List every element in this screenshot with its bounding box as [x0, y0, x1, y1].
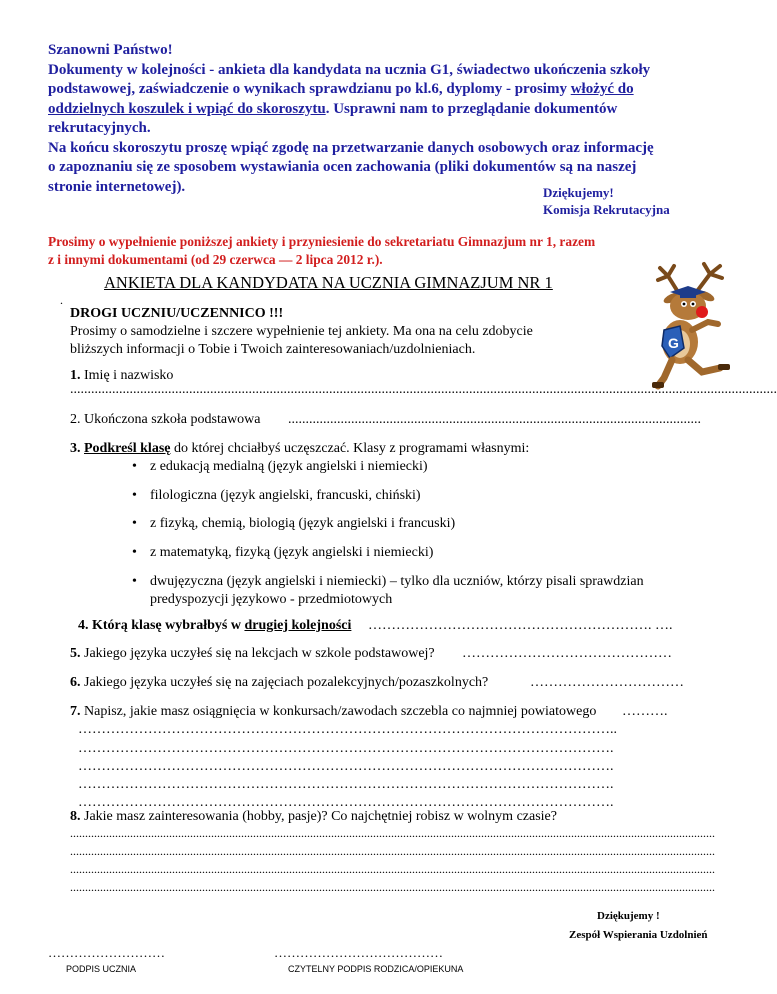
intro-line: stronie internetowej).: [48, 178, 186, 195]
intro-block: [48, 41, 738, 197]
intro-line: podstawowej, zaświadczenie o wynikach sprawdzianu po kl.6, dyplomy - prosimy włożyć do: [48, 81, 634, 97]
answer-line-q8[interactable]: .......................................................................................................................................................................................................................: [70, 880, 715, 894]
answer-line-q8[interactable]: .......................................................................................................................................................................................................................: [70, 844, 715, 858]
answer-line-q7[interactable]: ……………………………………………………………………………………………………..: [78, 722, 617, 737]
lead-line: Prosimy o samodzielne i szczere wypełnienie tej ankiety. Ma ona na celu zdobycie: [70, 324, 533, 339]
question-6: 6. Jakiego języka uczyłeś się na zajęciach pozalekcyjnych/pozaszkolnych?: [70, 675, 489, 690]
page-title: ANKIETA DLA KANDYDATA NA UCZNIA GIMNAZJUM NR 1: [104, 273, 553, 292]
answer-line-q8[interactable]: .......................................................................................................................................................................................................................: [70, 826, 715, 840]
signature-line-parent[interactable]: …………………………………: [274, 945, 443, 960]
question-5: 5. Jakiego języka uczyłeś się na lekcjach w szkole podstawowej?: [70, 646, 435, 661]
answer-line-q7[interactable]: ……….: [622, 704, 668, 719]
class-option-math[interactable]: • z matematyką, fizyką (język angielski i niemiecki): [150, 544, 433, 562]
answer-line-q7[interactable]: …………………………………………………………………………………………………….: [78, 759, 614, 774]
class-option-science[interactable]: • z fizyką, chemią, biologią (język angielski i francuski): [150, 515, 455, 533]
stray-dot: .: [60, 293, 63, 307]
question-2: 2. Ukończona szkoła podstawowa: [70, 412, 261, 427]
intro-line: Dokumenty w kolejności - ankieta dla kandydata na ucznia G1, świadectwo ukończenia szkoły: [48, 61, 651, 78]
answer-line-q7[interactable]: …………………………………………………………………………………………………….: [78, 777, 614, 792]
answer-line-q2[interactable]: ......................................................................................................................: [288, 412, 701, 427]
footer-thanks: Dziękujemy !: [597, 910, 660, 922]
question-4: 4. Którą klasę wybrałbyś w drugiej kolejności: [78, 618, 352, 633]
answer-line-q8[interactable]: .......................................................................................................................................................................................................................: [70, 862, 715, 876]
greeting: Szanowni Państwo!: [48, 42, 173, 58]
answer-line-q1[interactable]: ..........................................................................................................................................................................................................: [70, 382, 777, 397]
answer-line-q6[interactable]: ……………………………: [530, 675, 684, 690]
intro-line: oddzielnych koszulek i wpiąć do skoroszytu. Usprawni nam to przeglądanie dokumentów: [48, 100, 618, 117]
intro-thanks: Dziękujemy! Komisja Rekrutacyjna: [543, 185, 670, 217]
answer-line-q4[interactable]: ……………………………………………………. ….: [368, 618, 673, 633]
reindeer-mascot-icon: [640, 262, 744, 390]
answer-line-q7[interactable]: …………………………………………………………………………………………………….: [78, 741, 614, 756]
class-option-bilingual-cont: predyspozycji językowo - przedmiotowych: [150, 592, 393, 607]
intro-line: o zapoznaniu się ze sposobem wystawiania ocen zachowania (pliki dokumentów są na naszej: [48, 159, 637, 175]
question-8: 8. Jakie masz zainteresowania (hobby, pasje)? Co najchętniej robisz w wolnym czasie?: [70, 809, 557, 824]
class-option-bilingual[interactable]: • dwujęzyczna (język angielski i niemiecki) – tylko dla uczniów, którzy pisali sprawdzian: [150, 573, 644, 591]
question-1: 1. Imię i nazwisko: [70, 368, 174, 383]
question-3: 3. Podkreśl klasę do której chciałbyś uczęszczać. Klasy z programami własnymi:: [70, 441, 530, 456]
signature-label-parent: CZYTELNY PODPIS RODZICA/OPIEKUNA: [288, 964, 464, 974]
intro-line: Na końcu skoroszytu proszę wpiąć zgodę na przetwarzanie danych osobowych oraz informację: [48, 139, 654, 156]
answer-line-q7[interactable]: …………………………………………………………………………………………………….: [78, 795, 614, 810]
svg-text:G: G: [668, 335, 679, 351]
intro-line: rekrutacyjnych.: [48, 120, 151, 136]
request-block: Prosimy o wypełnienie poniższej ankiety i przyniesienie do sekretariatu Gimnazjum nr 1, razem z i innymi dokumentami (od 29 czerwca — 2 lipca 2012 r.).: [48, 234, 596, 267]
answer-line-q5[interactable]: ………………………………………: [462, 646, 672, 661]
class-option-philology[interactable]: • filologiczna (język angielski, francuski, chiński): [150, 487, 421, 505]
lead-line: bliższych informacji o Tobie i Twoich zainteresowaniach/uzdolnieniach.: [70, 342, 476, 357]
footer-team: Zespół Wspierania Uzdolnień: [569, 929, 708, 941]
salutation: DROGI UCZNIU/UCZENNICO !!!: [70, 306, 284, 321]
signature-label-student: PODPIS UCZNIA: [66, 964, 137, 974]
question-7: 7. Napisz, jakie masz osiągnięcia w konkursach/zawodach szczebla co najmniej powiatowego: [70, 704, 597, 719]
class-option-media[interactable]: • z edukacją medialną (język angielski i niemiecki): [150, 458, 428, 476]
signature-line-student[interactable]: ………………………: [48, 945, 165, 960]
